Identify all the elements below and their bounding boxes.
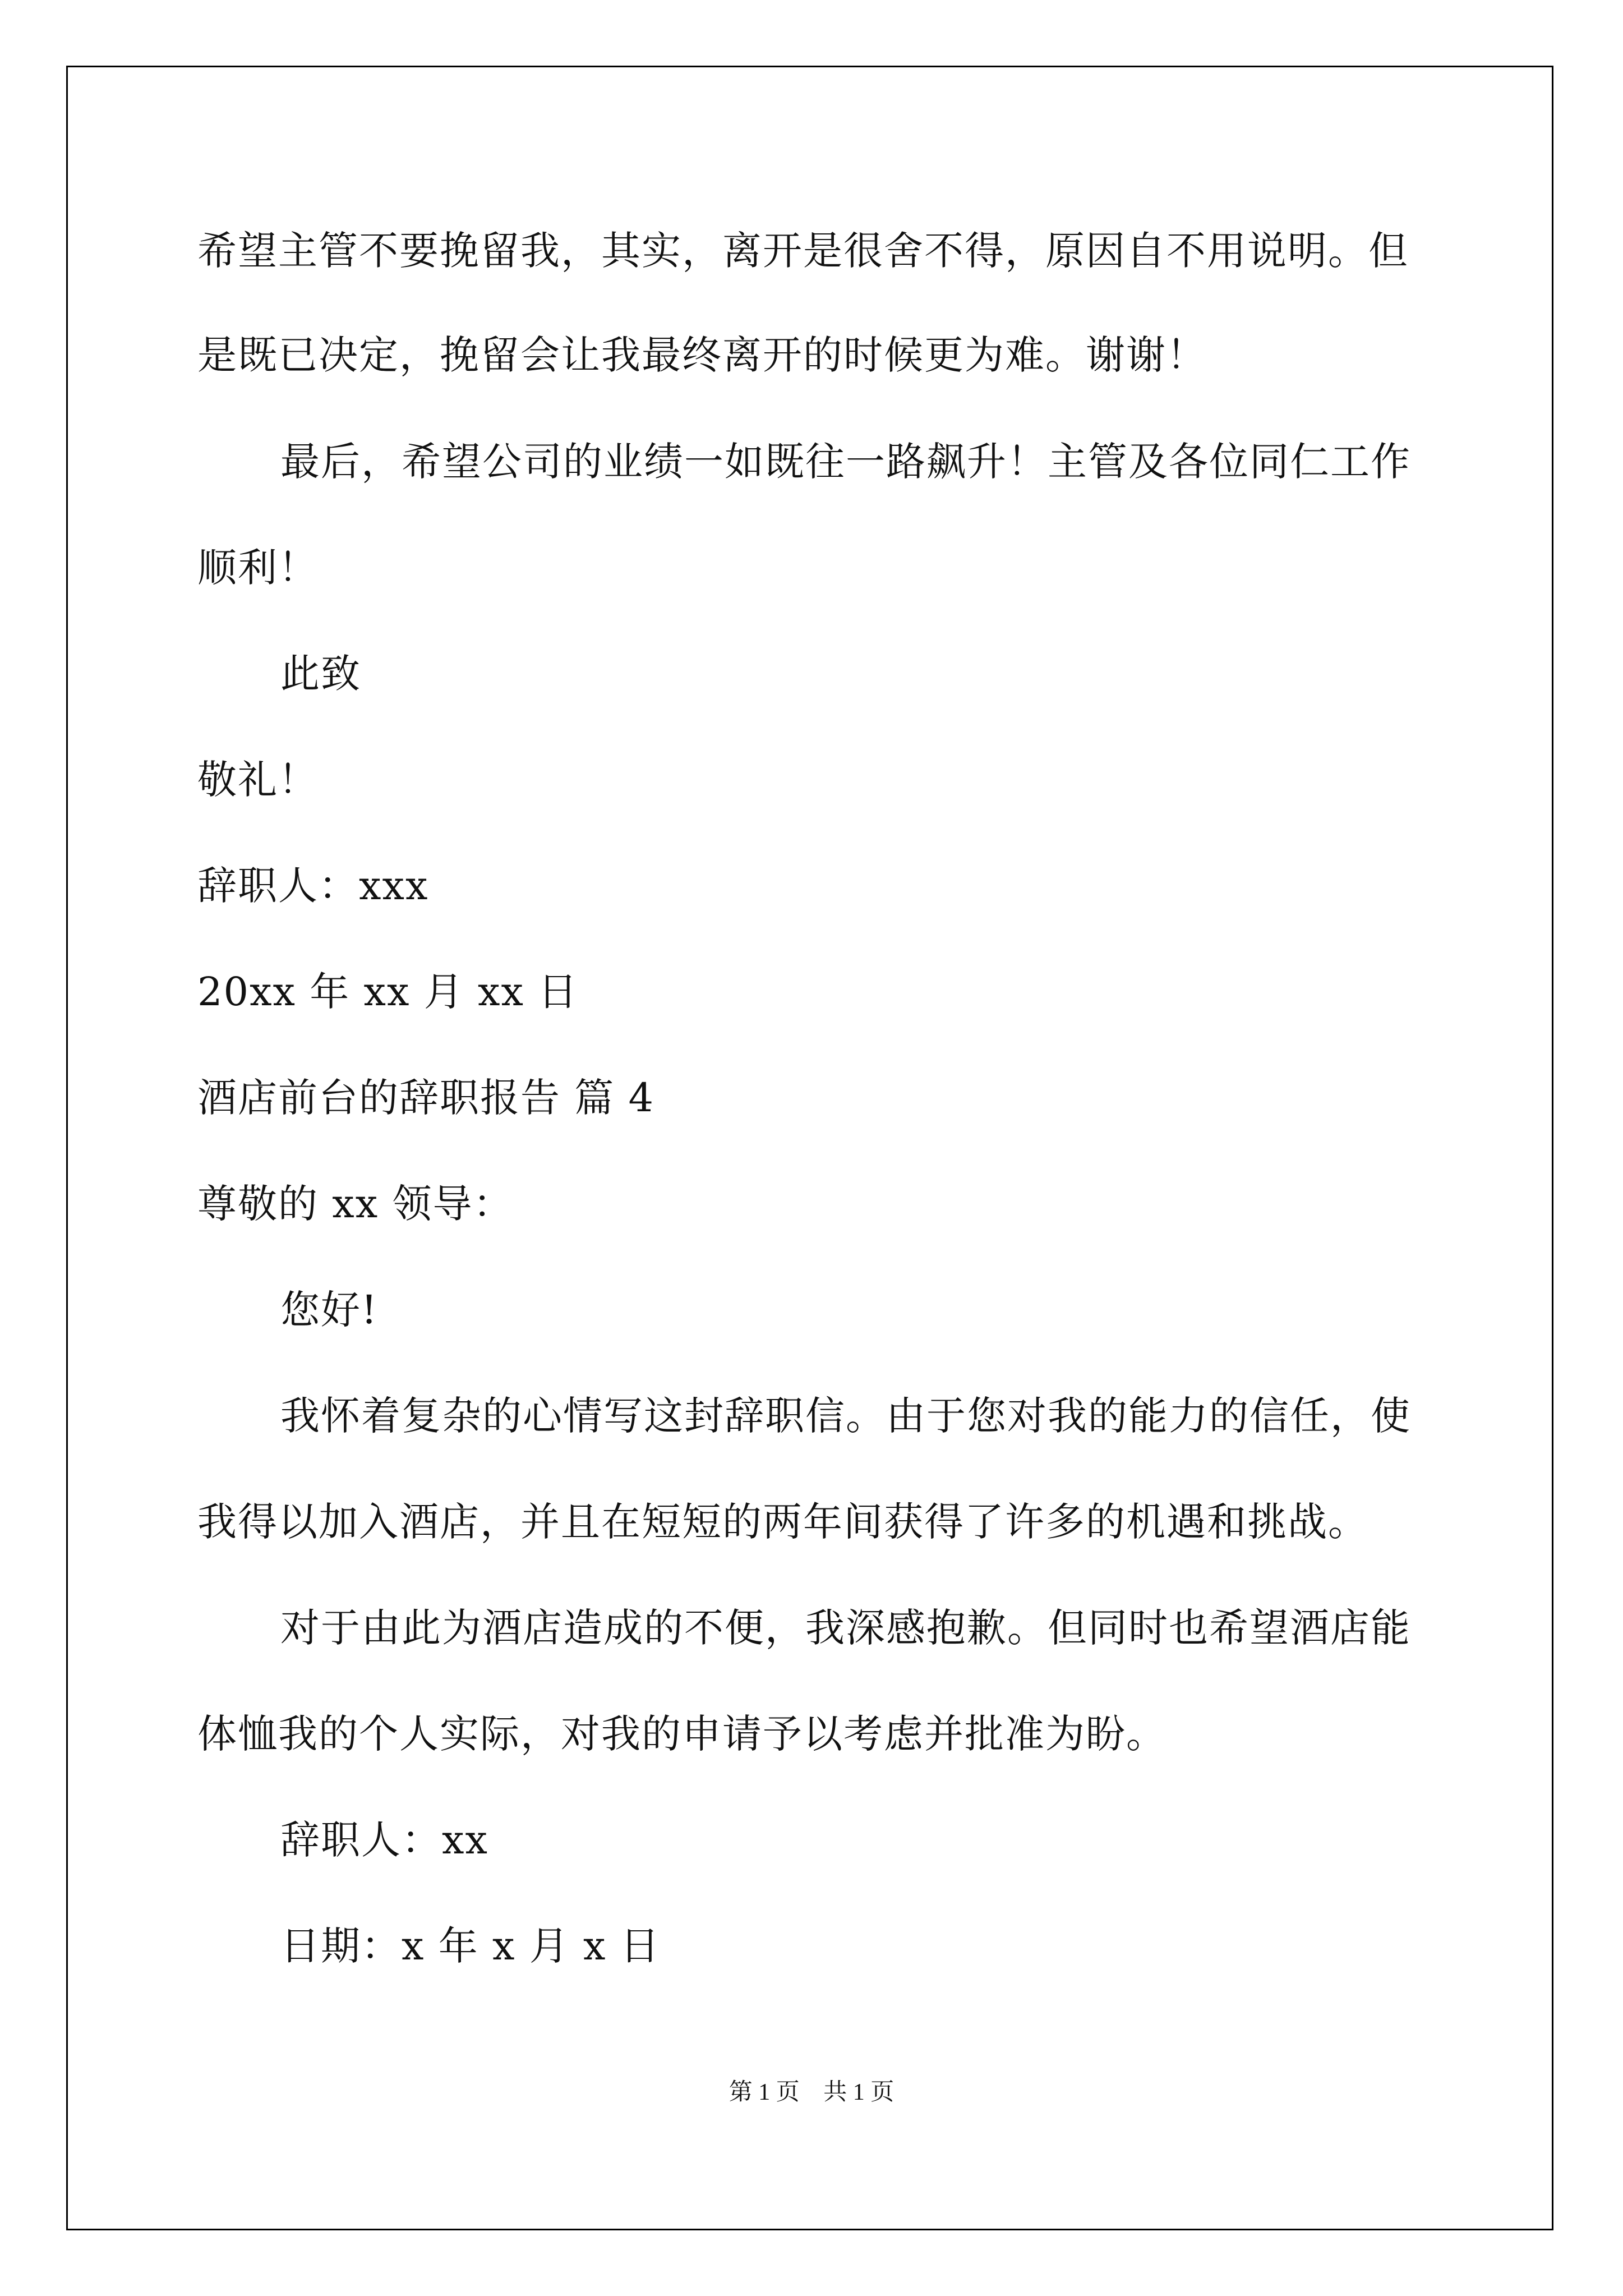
signature-date: 日期：x 年 x 月 x 日: [280, 1923, 661, 1969]
letter-greeting: 尊敬的 xx 领导：: [197, 1181, 514, 1227]
page-number-total: 共 1 页: [823, 2079, 895, 2105]
resigner-signature: 辞职人：xx: [280, 1817, 488, 1863]
letter-hello: 您好!: [280, 1287, 379, 1333]
paragraph-line: 希望主管不要挽留我，其实，离开是很舍不得，原因自不用说明。但: [197, 228, 1409, 274]
resigner-signature: 辞职人：xxx: [197, 863, 429, 909]
page-footer: [0, 2076, 1623, 2109]
page-border: [66, 66, 1553, 2230]
paragraph-line: 我怀着复杂的心情写这封辞职信。由于您对我的能力的信任，使: [280, 1393, 1411, 1439]
paragraph-line: 对于由此为酒店造成的不便，我深感抱歉。但同时也希望酒店能: [280, 1605, 1411, 1651]
paragraph-line: 我得以加入酒店，并且在短短的两年间获得了许多的机遇和挑战。: [197, 1499, 1368, 1545]
closing-salutation: 此致: [280, 651, 361, 697]
page-number-current: 第 1 页: [728, 2079, 800, 2105]
paragraph-line: 体恤我的个人实际，对我的申请予以考虑并批准为盼。: [197, 1711, 1166, 1757]
section-title: 酒店前台的辞职报告 篇 4: [197, 1075, 655, 1121]
paragraph-line: 是既已决定，挽留会让我最终离开的时候更为难。谢谢！: [197, 332, 1207, 378]
paragraph-line: 最后，希望公司的业绩一如既往一路飙升！主管及各位同仁工作: [280, 439, 1411, 485]
signature-date: 20xx 年 xx 月 xx 日: [197, 969, 579, 1015]
closing-regards: 敬礼！: [197, 757, 319, 803]
paragraph-line: 顺利！: [197, 545, 319, 591]
